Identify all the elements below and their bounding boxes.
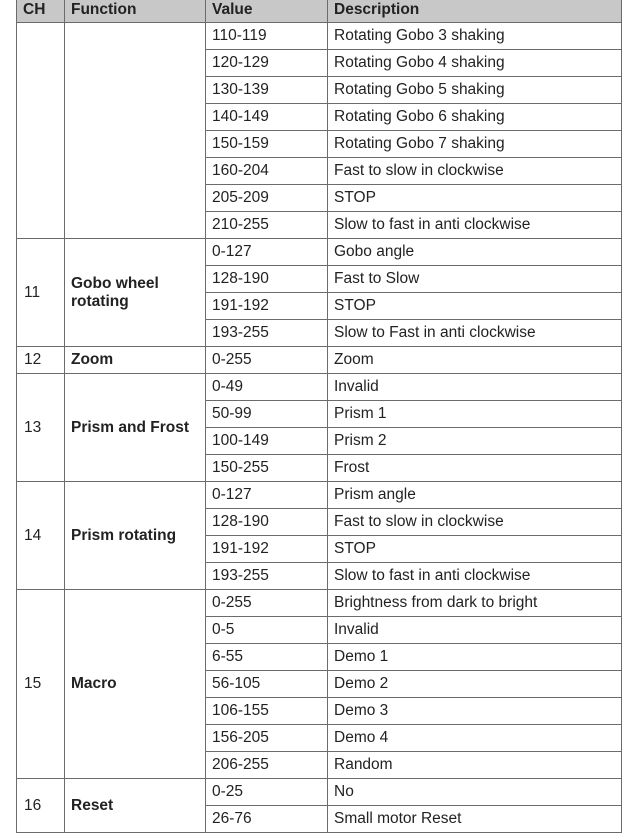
value-cell: 206-255 [206, 752, 328, 779]
header-ch: CH [17, 0, 65, 23]
value-cell: 0-255 [206, 347, 328, 374]
value-cell: 128-190 [206, 266, 328, 293]
description-cell: Demo 2 [328, 671, 622, 698]
description-cell: No [328, 779, 622, 806]
channel-number-cell: 16 [17, 779, 65, 833]
value-cell: 130-139 [206, 77, 328, 104]
value-cell: 56-105 [206, 671, 328, 698]
table-row [17, 779, 622, 806]
description-cell: Rotating Gobo 5 shaking [328, 77, 622, 104]
description-cell: STOP [328, 293, 622, 320]
value-cell: 150-255 [206, 455, 328, 482]
description-cell: Small motor Reset [328, 806, 622, 833]
table-body [17, 23, 622, 833]
table-row [17, 239, 622, 266]
value-cell: 140-149 [206, 104, 328, 131]
description-cell: Zoom [328, 347, 622, 374]
value-cell: 0-127 [206, 482, 328, 509]
description-cell: Rotating Gobo 3 shaking [328, 23, 622, 50]
description-cell: Brightness from dark to bright [328, 590, 622, 617]
dmx-channel-table [16, 0, 622, 833]
table-row [17, 590, 622, 617]
value-cell: 50-99 [206, 401, 328, 428]
value-cell: 210-255 [206, 212, 328, 239]
table-header [17, 0, 622, 23]
description-cell: Demo 1 [328, 644, 622, 671]
description-cell: Frost [328, 455, 622, 482]
description-cell: Fast to Slow [328, 266, 622, 293]
description-cell: Gobo angle [328, 239, 622, 266]
value-cell: 156-205 [206, 725, 328, 752]
channel-number-cell: 15 [17, 590, 65, 779]
table-row [17, 482, 622, 509]
value-cell: 100-149 [206, 428, 328, 455]
description-cell: Rotating Gobo 4 shaking [328, 50, 622, 77]
value-cell: 150-159 [206, 131, 328, 158]
value-cell: 0-255 [206, 590, 328, 617]
value-cell: 0-49 [206, 374, 328, 401]
value-cell: 106-155 [206, 698, 328, 725]
description-cell: STOP [328, 536, 622, 563]
value-cell: 0-127 [206, 239, 328, 266]
description-cell: Prism 2 [328, 428, 622, 455]
value-cell: 193-255 [206, 563, 328, 590]
description-cell: Slow to Fast in anti clockwise [328, 320, 622, 347]
channel-number-cell [17, 23, 65, 239]
channel-number-cell: 14 [17, 482, 65, 590]
value-cell: 205-209 [206, 185, 328, 212]
header-row [17, 0, 622, 23]
channel-number-cell: 13 [17, 374, 65, 482]
description-cell: Fast to slow in clockwise [328, 509, 622, 536]
function-cell [65, 23, 206, 239]
value-cell: 6-55 [206, 644, 328, 671]
description-cell: Rotating Gobo 6 shaking [328, 104, 622, 131]
description-cell: Rotating Gobo 7 shaking [328, 131, 622, 158]
function-cell: Prism and Frost [65, 374, 206, 482]
value-cell: 193-255 [206, 320, 328, 347]
table-row [17, 23, 622, 50]
value-cell: 128-190 [206, 509, 328, 536]
description-cell: Prism 1 [328, 401, 622, 428]
value-cell: 0-5 [206, 617, 328, 644]
channel-number-cell: 11 [17, 239, 65, 347]
value-cell: 191-192 [206, 536, 328, 563]
description-cell: Slow to fast in anti clockwise [328, 563, 622, 590]
description-cell: Demo 3 [328, 698, 622, 725]
value-cell: 191-192 [206, 293, 328, 320]
function-cell: Reset [65, 779, 206, 833]
header-description: Description [328, 0, 622, 23]
channel-number-cell: 12 [17, 347, 65, 374]
description-cell: Invalid [328, 374, 622, 401]
header-value: Value [206, 0, 328, 23]
table-row [17, 347, 622, 374]
description-cell: Prism angle [328, 482, 622, 509]
description-cell: Fast to slow in clockwise [328, 158, 622, 185]
value-cell: 0-25 [206, 779, 328, 806]
description-cell: STOP [328, 185, 622, 212]
function-cell: Gobo wheel rotating [65, 239, 206, 347]
table-row [17, 374, 622, 401]
value-cell: 110-119 [206, 23, 328, 50]
header-function: Function [65, 0, 206, 23]
function-cell: Zoom [65, 347, 206, 374]
description-cell: Invalid [328, 617, 622, 644]
value-cell: 160-204 [206, 158, 328, 185]
function-cell: Prism rotating [65, 482, 206, 590]
value-cell: 120-129 [206, 50, 328, 77]
function-cell: Macro [65, 590, 206, 779]
description-cell: Slow to fast in anti clockwise [328, 212, 622, 239]
description-cell: Demo 4 [328, 725, 622, 752]
description-cell: Random [328, 752, 622, 779]
value-cell: 26-76 [206, 806, 328, 833]
